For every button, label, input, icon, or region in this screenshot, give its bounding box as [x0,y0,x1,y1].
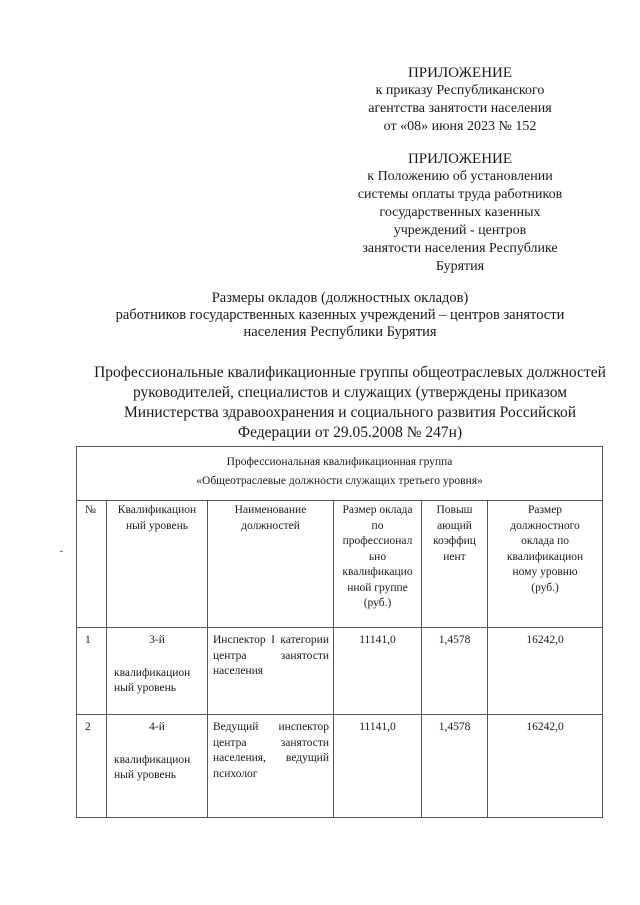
appendix-title: ПРИЛОЖЕНИЕ [407,65,513,81]
prof-line: Министерства здравоохранения и социального развития Российской [124,404,576,421]
prof-groups-title [60,363,640,443]
appendix-line: системы оплаты труда работников [357,187,563,202]
row-level: 4-й квалификацион ный уровень [107,715,208,818]
salary-table [76,446,603,818]
salary-table-container [76,446,602,818]
heading-line: работников государственных казенных учреждений – центров занятости [115,307,565,323]
row-level: 3-й квалификацион ный уровень [107,628,208,715]
table-row [77,715,603,818]
appendix-line: Бурятия [435,259,485,274]
scan-mark [60,551,63,552]
row-salary: 11141,0 [334,715,422,818]
row-level-salary: 16242,0 [488,715,603,818]
appendix-regulation-header [330,150,590,276]
row-position: Инспектор I категории центра занятости населения [208,628,334,715]
row-coef: 1,4578 [422,628,488,715]
appendix-line: занятости населения Республике [362,241,558,256]
appendix-line: к Положению об установлении [367,169,553,184]
row-position: Ведущий инспектор центра занятости населения, ведущий психолог [208,715,334,818]
table-header-row [77,501,603,628]
row-num: 1 [77,628,107,715]
row-num: 2 [77,715,107,818]
prof-line: руководителей, специалистов и служащих (утверждены приказом [132,384,568,401]
row-level-salary: 16242,0 [488,628,603,715]
table-row [77,628,603,715]
row-salary: 11141,0 [334,628,422,715]
heading-line: населения Республики Бурятия [243,324,437,340]
heading-line: Размеры окладов (должностных окладов) [211,290,469,306]
appendix-line: государственных казенных [379,205,541,220]
header-position: Наименование должностей [208,501,334,628]
row-coef: 1,4578 [422,715,488,818]
group-title: Профессиональная квалификационная группа [226,456,453,468]
appendix-line: от «08» июня 2023 № 152 [383,119,537,134]
appendix-line: к приказу Республиканского [375,83,545,98]
prof-line: Профессиональные квалификационные группы общеотраслевых должностей [94,364,606,381]
header-level-salary: Размер должностного оклада по квалификацион ному уровню (руб.) [488,501,603,628]
document-heading [80,290,600,341]
group-name: «Общеотраслевые должности служащих третьего уровня» [196,475,483,487]
header-num: № [77,501,107,628]
appendix-order-header [340,64,580,136]
appendix-line: учреждений - центров [393,223,527,238]
header-coef: Повыш ающий коэффиц иент [422,501,488,628]
prof-line: Федерации от 29.05.2008 № 247н) [237,424,463,441]
group-caption [77,447,603,501]
header-salary: Размер оклада по профессионал ьно квалификацио нной группе (руб.) [334,501,422,628]
header-level: Квалификацион ный уровень [107,501,208,628]
appendix-line: агентства занятости населения [368,101,552,116]
appendix-title: ПРИЛОЖЕНИЕ [407,151,513,167]
